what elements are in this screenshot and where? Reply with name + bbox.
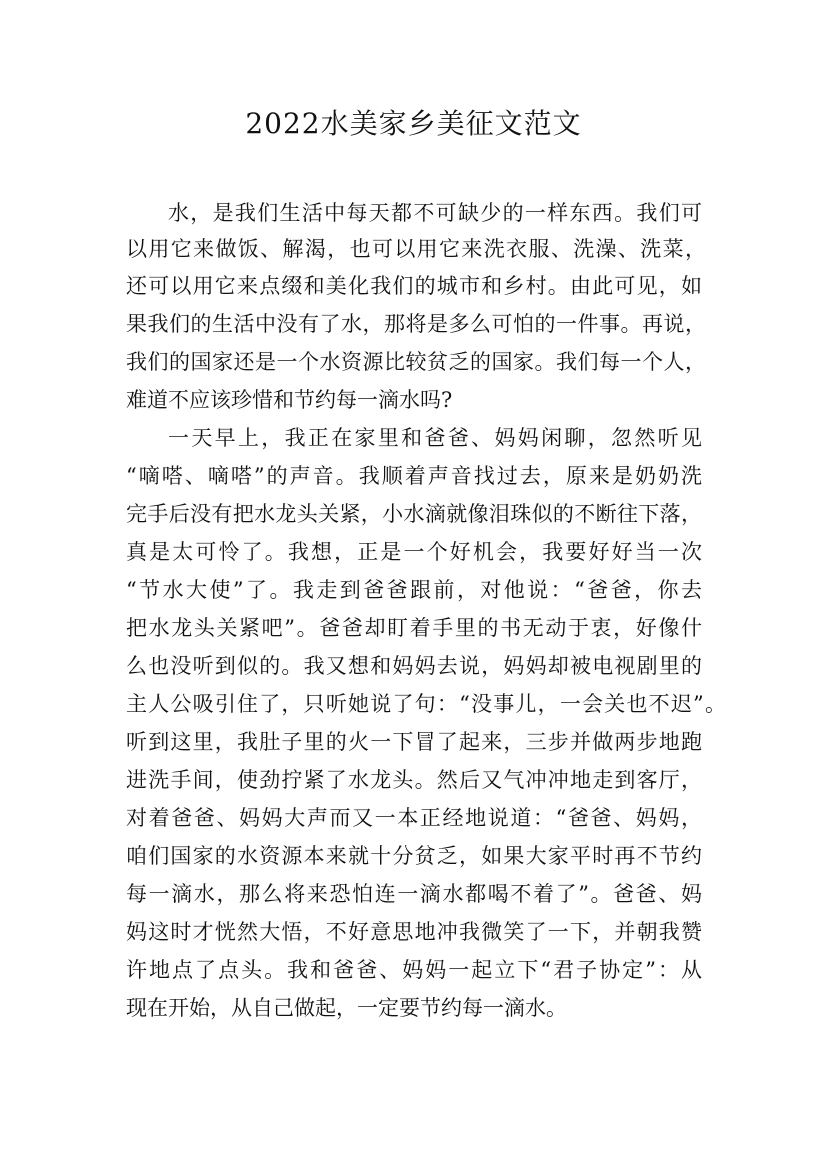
paragraph-2-line-9: 听到这里，我肚子里的火一下冒了起来，三步并做两步地跑 xyxy=(126,730,702,754)
paragraph-2-line-11: 对着爸爸、妈妈大声而又一本正经地说道：“爸爸、妈妈， xyxy=(126,806,702,830)
paragraph-1-line-1: 水，是我们生活中每天都不可缺少的一样东西。我们可 xyxy=(168,201,702,225)
paragraph-2-line-5: “节水大使”了。我走到爸爸跟前，对他说：“爸爸，你去 xyxy=(126,578,702,602)
paragraph-2-line-15: 许地点了点头。我和爸爸、妈妈一起立下“君子协定”：从 xyxy=(126,958,702,982)
paragraph-2-line-13: 每一滴水，那么将来恐怕连一滴水都喝不着了”。爸爸、妈 xyxy=(126,882,702,906)
paragraph-1-line-2: 以用它来做饭、解渴，也可以用它来洗衣服、洗澡、洗菜， xyxy=(126,237,706,261)
paragraph-2-line-7: 么也没听到似的。我又想和妈妈去说，妈妈却被电视剧里的 xyxy=(126,654,702,678)
paragraph-1-line-6: 难道不应该珍惜和节约每一滴水吗? xyxy=(126,388,453,412)
paragraph-2-line-1: 一天早上，我正在家里和爸爸、妈妈闲聊，忽然听见 xyxy=(168,426,702,450)
document-title: 2022水美家乡美征文范文 xyxy=(245,107,582,140)
paragraph-2-line-16: 现在开始，从自己做起，一定要节约每一滴水。 xyxy=(126,996,567,1020)
paragraph-2-line-8: 主人公吸引住了，只听她说了句：“没事儿，一会关也不迟”。 xyxy=(126,692,726,716)
paragraph-2-line-3: 完手后没有把水龙头关紧，小水滴就像泪珠似的不断往下落， xyxy=(126,502,702,526)
paragraph-1-line-4: 果我们的生活中没有了水，那将是多么可怕的一件事。再说， xyxy=(126,312,706,336)
paragraph-2-line-2: “嘀嗒、嘀嗒”的声音。我顺着声音找过去，原来是奶奶洗 xyxy=(126,464,702,488)
paragraph-1-line-3: 还可以用它来点缀和美化我们的城市和乡村。由此可见，如 xyxy=(126,274,702,298)
paragraph-2-line-12: 咱们国家的水资源本来就十分贫乏，如果大家平时再不节约 xyxy=(126,844,702,868)
paragraph-2-line-6: 把水龙头关紧吧”。爸爸却盯着手里的书无动于衷，好像什 xyxy=(126,616,702,640)
paragraph-2-line-4: 真是太可怜了。我想，正是一个好机会，我要好好当一次 xyxy=(126,540,702,564)
paragraph-1-line-5: 我们的国家还是一个水资源比较贫乏的国家。我们每一个人， xyxy=(126,350,706,374)
paragraph-2-line-10: 进洗手间，使劲拧紧了水龙头。然后又气冲冲地走到客厅， xyxy=(126,768,702,792)
paragraph-2-line-14: 妈这时才恍然大悟，不好意思地冲我微笑了一下，并朝我赞 xyxy=(126,920,702,944)
